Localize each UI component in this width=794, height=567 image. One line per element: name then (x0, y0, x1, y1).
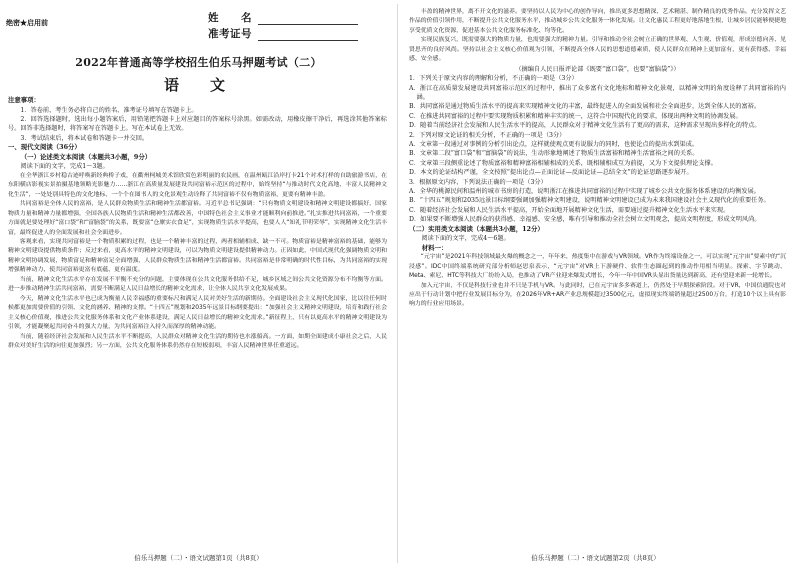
right-column (409, 8, 786, 310)
article-paragraph: 当前，随着经济社会发展和人民生活水平不断提高，人民群众对精神文化生活的期待也水涨船高。一方面，如期全面建成小康社会之后，人民群众对美好生活的向往更加强烈；另一方面，公共文化服务体系仍然存在短板弱项，丰富人民精神世界任重道远。 (8, 333, 387, 349)
name-field-row (208, 10, 358, 25)
question-3-option-c: C．随着经济社会发展和人民生活水平提高，开始全面地开展精神文化生活，需要通过提升精神文化生活水平来实现。 (409, 206, 730, 214)
material-paragraph: “元宇宙”是2021年科技领域最火爆的概念之一，年年来，热度集中在游戏与VR领域。VR作为终端设备之一，可以实现“元宇宙”要素中的“沉浸感”。IDC中国终端系统研究部分析师赵思泉表示，“元宇宙”对VR上下游硬件、软件生态圈起到的推动作用相当明显。探索、字节跳动、Meta、索尼、HTC等科技大厂纷纷入局，也推动了VR产业迎来爆发式增长，今年一年中国VR头显出货量达到新高，还有望迎来新一轮增长。 (409, 254, 786, 280)
question-2-option-a: A．文章第一段通过对事例的分析引出论点，这样就使观点更有说服力的同时，也使论点的提出水到渠成。 (409, 140, 699, 148)
material-title: 材料一： (421, 243, 448, 252)
question-3-option-d: D．如果要不断增强人民群众的获得感、幸福感、安全感，唯有引导和推动全社会树立文明观念，提高文明程度，形成文明风尚。 (409, 216, 761, 224)
exam-title: 2022年普通高等学校招生伯乐马押题考试（二） (75, 56, 322, 69)
question-1-option-d: D．随着当前经济社会发展和人民生活水平的提高，人民群众对于精神文化生活有了更高的需求，这种需求呈现出多样化的特点。 (409, 122, 761, 130)
question-1-option-c: C．在推进共同富裕的过程中要实现物质积累和精神丰实的统一，这符合中国现代化的要求，体现出两种文明的协调发展。 (409, 112, 742, 120)
question-1-option-a: A．浙江在高质量发展建设共同富裕示范区的过程中，推出了众多富有文化地标和精神文化景观，以精神文明的角度诠释了共同富裕的内涵。 (409, 84, 786, 101)
page-divider (397, 4, 398, 563)
subsection-title: （二）实用类文本阅读（本题共3小题，12分） (409, 224, 544, 233)
article-source: （摘编自人民日报评论部《既要“富口袋”，也要“富脑袋”》） (515, 65, 680, 73)
section-title: 一、现代文阅读（36分） (8, 143, 81, 152)
subsection-title: （一）论述类文本阅读（本题共3小题，9分） (20, 152, 152, 161)
article-paragraph: 在全华浙江乡村稳古迹呼唤新经典桥子戏，在衢州柯城美术馆欣赏色彩明丽的农民画，在温州瓯江沿岸打卡21个对术打样的自助旅游书店，在东阳横店影视实景拍摄基地领略光影魅力……浙江在高质量发展建设共同富裕示范区的过程中，始终坚持“与推动时代文化高地、丰富人民精神文化生活”，一处处别具特色的文化地标、一个个在图书人的文化景观生动诠释了共同富裕不仅有物质富裕，更要有精神丰盈。 (8, 172, 387, 198)
material-paragraph: 加入元宇宙，不仅是科技行业也并不只是手机与VR。与此同时，已在元宇宙多多赛道上，仍然处于早期探索阶段。对于VR，中国信通院也对应出于行动计划中把行业发展目标分为，在2026年VR+AR产业总规模超过3500亿元，虚拟现实终端销量超过2500万台，打造10个以上具有影响力的行业应用场景。 (409, 282, 786, 308)
article-paragraph: 实现民族复兴，既需要强大的物质力量，也需要强大的精神力量。引导和推动全社会树立正确的世界观、人生观、价值观，形成崇德向善、见贤思齐的良好风尚。坚持以社会主义核心价值观为引领，不断提高全体人民的思想道德素质，使人民群众在精神上更加富有，更有获得感、幸福感、安全感。 (409, 37, 787, 63)
article-paragraph: 丰盈的精神世界，离不开文化的滋养。要坚持以人民为中心的创作导向，推出更多思想精深、艺术精湛、制作精良的优秀作品。充分发挥文艺作品的价值引领作用，不断提升公共文化服务水平，推动城乡公共文化服务一体化发展。让文化惠民工程更好地落地生根，让城乡居民能够便捷地享受优质文化资源，促进基本公共文化服务标准化、均等化。 (409, 9, 787, 34)
question-3-stem: 3．根据原文内容，下列说法正确的一项是（3分） (409, 178, 547, 186)
page-footer-right: 伯乐马押题（二）・语文试题第2页（共8页） (531, 554, 660, 562)
notice-item: 2．回答选择题时，选出每小题答案后，用铅笔把答题卡上对应题目的答案标号涂黑。如需改动，用橡皮擦干净后，再选涂其他答案标号。回答非选择题时，将答案写在答题卡上。写在本试卷上无效。 (8, 116, 387, 133)
secret-label: 绝密★启用前 (6, 18, 48, 27)
question-2-stem: 2．下列对原文论证的相关分析，不正确的一项是（3分） (409, 131, 566, 139)
question-1-option-b: B．共同富裕是通过物质生活水平的提高来实现精神文化的丰富，最终促进人的全面发展和社会全面进步，达到全体人民的富裕。 (409, 103, 761, 111)
question-2-option-d: D．本文的论证结构严谨，全文按照“提出论点—正面论证—反面论证—总结全文”的论证思路逐步展开。 (409, 169, 693, 177)
notice-item: 1．答卷前，考生务必将自己的姓名、准考证号填写在答题卡上。 (20, 106, 198, 114)
left-column (8, 96, 387, 351)
article-paragraph: 今天，精神文化生活水平也已成为衡量人民幸福感的重要标尺和满足人民对美好生活的新期待。全面建设社会主义现代化国家，比以往任何时候都更加需要价值的引领、文化的涵养、精神的支撑。“十四五”规划和2035年远景目标纲要提出：“加强社会主义精神文明建设，培育和践行社会主义核心价值观，推进公共文化服务体系和文化产业体系建设，满足人民日益增长的精神文化需求。”新征程上，只有以更高水平的精神文明建设为引领，才能凝聚起共同奋斗的强大力量，为共同富裕注入持久而深厚的精神动能。 (8, 295, 387, 331)
reading-instruction: 阅读下面的文字，完成4～6题。 (421, 235, 510, 243)
question-1-stem: 1．下列关于原文内容的理解和分析，不正确的一项是（3分） (409, 75, 578, 83)
id-label: 准考证号 (208, 28, 252, 40)
question-3-option-b: B．“十四五”规划和2035远景目标纲要强调加强精神文明建设，说明精神文明建设已成为未来我国建设社会主义现代化的重要任务。 (409, 197, 770, 205)
question-2-option-b: B．文章第二段“富口袋”和“富脑袋”的说法，生动形象地阐述了物质生活富裕和精神生活富裕之间的关系。 (409, 150, 699, 158)
notice-title: 注意事项： (8, 96, 40, 104)
question-2-option-c: C．文章第三段侧重论述了物质富裕和精神富裕相辅相成的关系，既相辅相成互为前提，又为下文提供理论支撑。 (409, 159, 717, 167)
notice-item: 3．考试结束后，将本试卷和答题卡一并交回。 (20, 134, 149, 142)
question-3-option-a: A．全华的桃源民间和温州的城市书房的打造，说明浙江在推进共同富裕的过程中实现了城乡公共文化服务体系建设的均衡发展。 (409, 188, 760, 195)
name-blank (258, 13, 358, 25)
id-blank (258, 29, 358, 41)
reading-instruction: 阅读下面的文字，完成1～3题。 (20, 163, 109, 171)
id-field-row (208, 26, 358, 41)
article-paragraph: 当前，精神文化生活水平存在发展不平衡不充分的问题，主要体现在公共文化服务供给不足，城乡区域之间公共文化资源分布不均衡等方面。进一步推动精神生活共同富裕，需要不断满足人民日益增长的精神文化需求，让全体人民共享文化发展成果。 (8, 276, 387, 293)
page-footer-left: 伯乐马押题（二）・语文试题第1页（共8页） (134, 554, 263, 562)
name-label: 姓 名 (208, 12, 252, 24)
article-paragraph: 客观来看，实现共同富裕是一个物质积累的过程，也是一个精神丰富的过程，两者相辅相成、缺一不可。物质富裕是精神富裕的基础，能够为精神文明建设提供物质条件；反过来看，更高水平的精神文明建设，可以为物质文明建设提供精神动力。正因如此，中国式现代化强调物质文明和精神文明协调发展，物质富足和精神富足全面增强，人民群众物质生活和精神生活都富裕。共同富裕是非常明确的时代性目标，为共同富裕的实现增强精神动力，使共同富裕更富有底蕴、更有温度。 (8, 238, 387, 274)
subject-title: 语 文 (163, 76, 233, 94)
article-paragraph: 共同富裕是全体人民的富裕，是人民群众物质生活和精神生活都富裕。习近平总书记强调：“只有物质文明建设和精神文明建设都搞好，国家物质力量和精神力量都增强，全国各族人民物质生活和精神生活都改善，中国特色社会主义事业才能顺利向前推进。”扎实推进共同富裕，一个重要方面就是要处理好“富口袋”和“富脑袋”的关系，既要富“仓廪实衣食足”，实现物质生活水平提高，也要人人“知礼节明荣辱”，实现精神文化生活丰富，最终促进人的全面发展和社会全面进步。 (8, 201, 387, 236)
